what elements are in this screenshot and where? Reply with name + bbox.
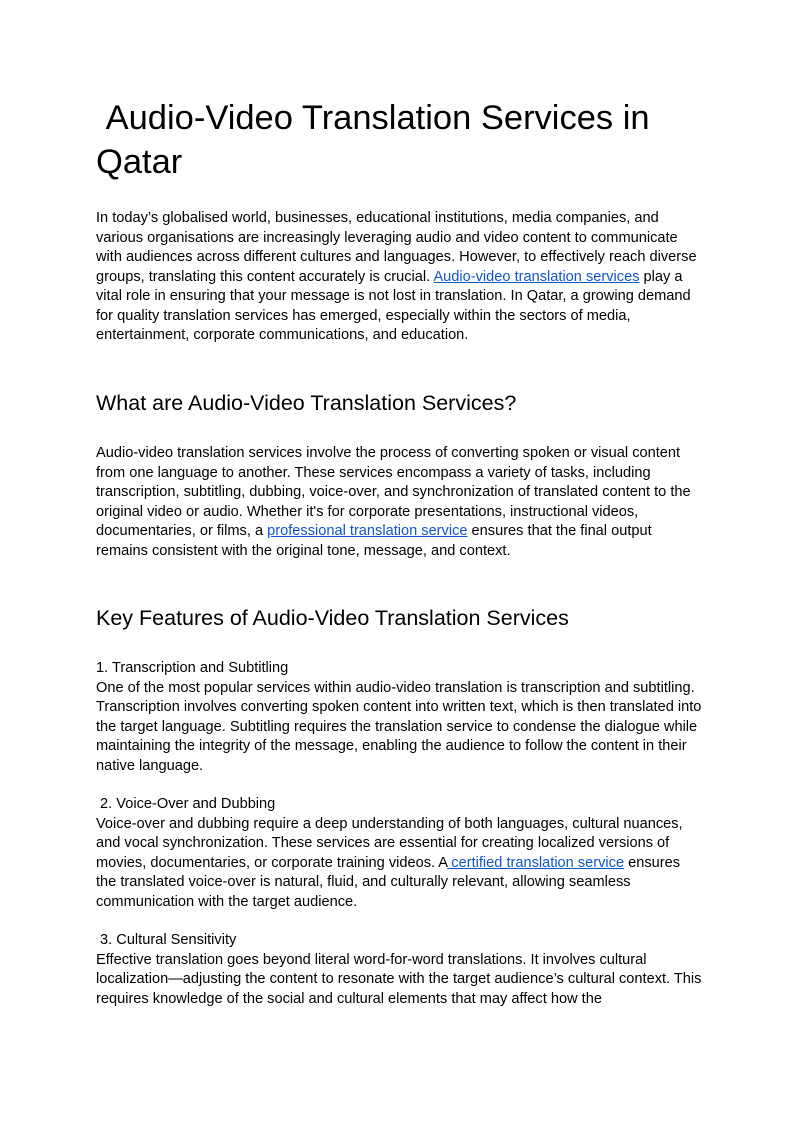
- text-line: and vocal synchronization. These services are essential for creating localized versions of: [96, 835, 670, 851]
- text-line: Voice-over and dubbing require a deep understanding of both languages, cultural nuances,: [96, 815, 683, 832]
- text-line: vital role in ensuring that your message is not lost in translation. In Qatar, a growing demand: [96, 288, 691, 304]
- audio-video-translation-services-link[interactable]: Audio-video translation services: [433, 268, 640, 285]
- text-line: original video or audio. Whether it's for corporate presentations, instructional videos,: [96, 503, 639, 520]
- feature-title: 2. Voice-Over and Dubbing: [96, 796, 276, 812]
- text-line: remains consistent with the original tone, message, and context.: [96, 542, 511, 559]
- page-title: Audio-Video Translation Services in Qatar: [96, 99, 660, 181]
- feature-title: 3. Cultural Sensitivity: [96, 932, 237, 948]
- text-line: maintaining the integrity of the message, enabling the audience to follow the content in their: [96, 738, 687, 754]
- text-line: One of the most popular services within audio-video translation is transcription and subtitling.: [96, 679, 695, 696]
- feature-voiceover-paragraph: [96, 795, 702, 912]
- intro-paragraph: [96, 209, 702, 346]
- text-line: native language.: [96, 757, 204, 774]
- text-line: movies, documentaries, or corporate training videos. A certified translation service ensures: [96, 854, 681, 871]
- text-line: communication with the target audience.: [96, 893, 358, 910]
- features-section-heading: Key Features of Audio-Video Translation Services: [96, 606, 569, 630]
- text-line: Audio-video translation services involve the process of converting spoken or visual content: [96, 445, 681, 461]
- text-line: the target language. Subtitling requires the translation service to condense the dialogue while: [96, 718, 698, 735]
- text-line: entertainment, corporate communications, and education.: [96, 327, 469, 343]
- what-section-paragraph: [96, 444, 702, 561]
- text-line: from one language to another. These services encompass a variety of tasks, including: [96, 464, 651, 481]
- professional-translation-service-link[interactable]: professional translation service: [267, 523, 468, 539]
- text-line: In today’s globalised world, businesses, educational institutions, media companies, and: [96, 210, 659, 226]
- text-line: groups, translating this content accurately is crucial. Audio-video translation services play a: [96, 268, 683, 285]
- text-line: transcription, subtitling, dubbing, voice-over, and synchronization of translated content to the: [96, 484, 691, 500]
- feature-title: 1. Transcription and Subtitling: [96, 660, 289, 676]
- text-line: the translated voice-over is natural, fluid, and culturally relevant, allowing seamless: [96, 874, 631, 890]
- text-line: various organisations are increasingly leveraging audio and video content to communicate: [96, 229, 678, 246]
- feature-cultural-paragraph: [96, 931, 702, 1009]
- text-line: for quality translation services has emerged, especially within the sectors of media,: [96, 307, 631, 324]
- text-line: Transcription involves converting spoken content into written text, which is then translated into: [96, 699, 702, 715]
- text-line: documentaries, or films, a professional translation service ensures that the final output: [96, 523, 652, 539]
- text-line: with audiences across different cultures and languages. However, to effectively reach diverse: [96, 249, 697, 265]
- what-section-heading: What are Audio-Video Translation Services?: [96, 391, 517, 415]
- text-line: requires knowledge of the social and cultural elements that may affect how the: [96, 990, 602, 1007]
- certified-translation-service-link[interactable]: certified translation service: [447, 854, 625, 871]
- feature-transcription-paragraph: [96, 659, 702, 776]
- text-line: Effective translation goes beyond literal word-for-word translations. It involves cultural: [96, 951, 647, 968]
- text-line: localization—adjusting the content to resonate with the target audience’s cultural context. This: [96, 971, 702, 987]
